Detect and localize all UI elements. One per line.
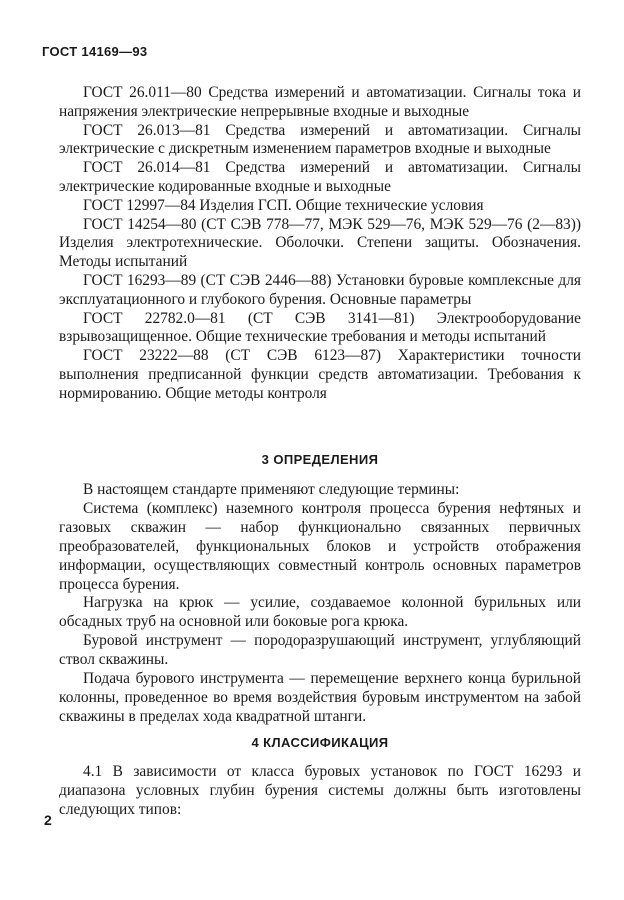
- definition-paragraph: Нагрузка на крюк — усилие, создаваемое колонной бурильных или обсадных труб на основной или боковые рога крюка.: [59, 594, 581, 631]
- section-4-body: [59, 763, 581, 820]
- reference-item: ГОСТ 12997—84 Изделия ГСП. Общие технические условия: [83, 196, 484, 214]
- reference-item: ГОСТ 23222—88 (СТ СЭВ 6123—87) Характеристики точности выполнения предписанной функции средств автоматизации. Требования к нормированию. Общие методы контроля: [59, 347, 581, 402]
- reference-item: ГОСТ 26.013—81 Средства измерений и автоматизации. Сигналы электрические с дискретным изменением параметров входные и выходные: [59, 121, 581, 158]
- definition-paragraph: Подача бурового инструмента — перемещение верхнего конца бурильной колонны, проведенное во время воздействия буровым инструментом на забой скважины в пределах хода квадратной штанги.: [59, 670, 581, 725]
- reference-item: ГОСТ 26.011—80 Средства измерений и автоматизации. Сигналы тока и напряжения электрические непрерывные входные и выходные: [59, 84, 581, 120]
- classification-paragraph: 4.1 В зависимости от класса буровых установок по ГОСТ 16293 и диапазона условных глубин бурения системы должны быть изготовлены следующих типов:: [59, 763, 581, 818]
- reference-item: ГОСТ 16293—89 (СТ СЭВ 2446—88) Установки буровые комплексные для эксплуатационного и глубокого бурения. Основные параметры: [59, 271, 581, 308]
- section-3-title: 3 ОПРЕДЕЛЕНИЯ: [261, 452, 379, 467]
- definition-paragraph: Система (комплекс) наземного контроля процесса бурения нефтяных и газовых скважин — набор функционально связанных первичных преобразователей, функциональных блоков и устройств отображения информации, осуществляющих совместный контроль основных параметров процесса бурения.: [59, 499, 581, 593]
- section-3-body: [59, 481, 581, 727]
- definition-paragraph: Буровой инструмент — породоразрушающий инструмент, углубляющий ствол скважины.: [59, 632, 581, 669]
- page-number: 2: [44, 812, 52, 828]
- reference-item: ГОСТ 22782.0—81 (СТ СЭВ 3141—81) Электрооборудование взрывозащищенное. Общие технические требования и методы испытаний: [59, 309, 581, 346]
- section-4-title: 4 КЛАССИФИКАЦИЯ: [251, 735, 389, 750]
- reference-item: ГОСТ 14254—80 (СТ СЭВ 778—77, МЭК 529—76, МЭК 529—76 (2—83)) Изделия электротехнические. Оболочки. Степени защиты. Обозначения. Методы испытаний: [59, 215, 581, 271]
- normative-references: [59, 84, 581, 404]
- document-header: ГОСТ 14169—93: [42, 44, 148, 59]
- definition-paragraph: В настоящем стандарте применяют следующие термины:: [83, 481, 460, 498]
- reference-item: ГОСТ 26.014—81 Средства измерений и автоматизации. Сигналы электрические кодированные входные и выходные: [59, 159, 581, 195]
